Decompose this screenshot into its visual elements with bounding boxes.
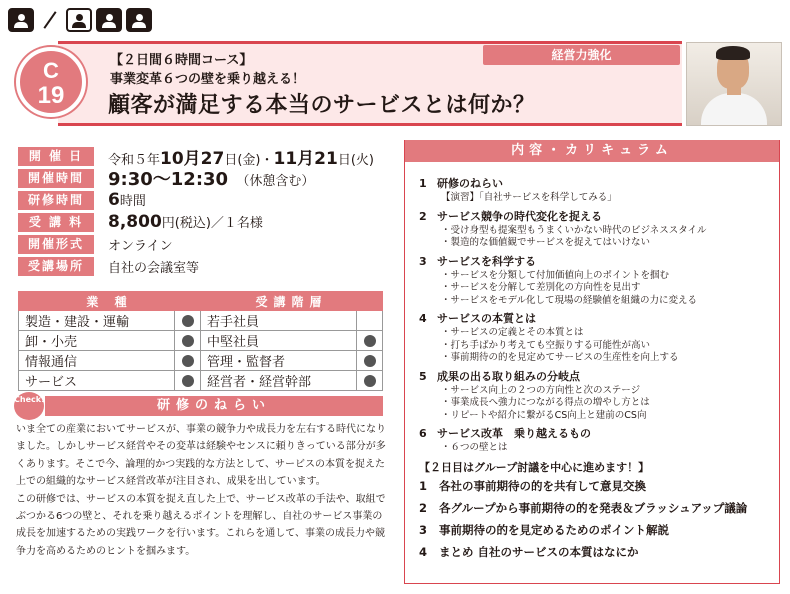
place-value: 自社の会議室等 — [108, 260, 200, 276]
section-title: 2 サービス競争の時代変化を捉える — [419, 209, 602, 223]
curriculum-section — [419, 426, 779, 455]
table-row — [19, 351, 383, 371]
section-item: ・サービスを分類して付加価値向上のポイントを掴む — [441, 269, 670, 281]
curriculum-section — [419, 209, 779, 250]
format-label: 開催形式 — [18, 235, 94, 254]
fee-label: 受 講 料 — [18, 213, 94, 232]
curriculum-section — [419, 254, 779, 308]
section-item: ・リピートや紹介に繋がるCS向上と建前のCS向 — [441, 409, 647, 421]
info-row-hours — [18, 189, 388, 211]
course-subtitle: 事業変革６つの壁を乗り越える！ — [110, 72, 306, 87]
level-name: 中堅社員 — [201, 331, 357, 351]
marker-dot-icon — [364, 335, 376, 347]
section-item: ・製造的な価値観でサービスを捉えてはいけない — [441, 237, 651, 248]
info-row-format — [18, 233, 388, 255]
check-icon: Check! — [14, 392, 44, 420]
format-value: オンライン — [108, 238, 173, 254]
aims-paragraph-1: いま全ての産業においてサービスが、事業の競争力や成長力を左右する時代になりました。しかしサービス経営やその変革は経験やセンスに頼りきっている部分が多くあります。そこで今、論理的かつ実践的な方法として、サービスの本質を捉えた上での組織的なサービス経営改革が注目され、成果を出しています。 — [16, 424, 386, 488]
lecture-icon — [8, 8, 34, 32]
training-icon — [66, 8, 92, 32]
industry-mark — [175, 331, 201, 351]
industry-mark — [175, 351, 201, 371]
instructor-photo — [686, 42, 782, 126]
marker-dot-icon — [182, 335, 194, 347]
day2-item: 3 事前期待の的を見定めるためのポイント解説 — [419, 522, 669, 537]
curriculum-section — [419, 369, 779, 423]
section-title: 5 成果の出る取り組みの分岐点 — [419, 369, 580, 383]
aims-paragraph-2: この研修では、サービスの本質を捉え直した上で、サービス改革の手法や、取組でぶつかる6つの壁と、それを乗り越えるポイントを理解し、自社のサービス事業の成長を加速するための実践ワークを行います。これらを通して、事業の成長力や競争力を高めるためのヒントを掴みます。 — [16, 493, 386, 557]
audience-icons — [8, 6, 152, 34]
info-row-place — [18, 255, 388, 277]
marker-dot-icon — [364, 355, 376, 367]
info-row-date — [18, 145, 388, 167]
section-item: 【演習】「自社サービスを科学してみる」 — [441, 192, 617, 203]
industry-mark — [175, 311, 201, 331]
table-row — [19, 371, 383, 391]
industry-mark — [175, 371, 201, 391]
section-item: ・サービスの定義とその本質とは — [441, 327, 584, 338]
category-tag: 経営力強化 — [483, 45, 680, 65]
section-item: ・サービス向上の２つの方向性と次のステージ — [441, 384, 641, 396]
group-icon — [126, 8, 152, 32]
page-title: 顧客が満足する本当のサービスとは何か？ — [108, 93, 536, 118]
section-item: ・受け身型も提案型もうまくいかない時代のビジネススタイル — [441, 224, 707, 236]
industry-name: 卸・小売 — [19, 331, 175, 351]
day2-item: 4 まとめ 自社のサービスの本質はなにか — [419, 544, 639, 559]
curriculum-section — [419, 176, 779, 205]
industry-level-table — [18, 291, 383, 391]
marker-dot-icon — [364, 375, 376, 387]
level-header: 受講階層 — [201, 292, 383, 311]
level-mark — [357, 331, 383, 351]
aims-title: 研修のねらい — [45, 396, 383, 416]
section-item: ・事業成長へ強力につながる得点の増やし方とは — [441, 397, 650, 408]
time-label: 開催時間 — [18, 169, 94, 188]
industry-header: 業 種 — [19, 292, 201, 311]
curriculum-section — [419, 311, 779, 365]
section-title: 1 研修のねらい — [419, 177, 503, 190]
course-code-letter: C — [43, 58, 59, 83]
table-row — [19, 311, 383, 331]
marker-dot-icon — [182, 315, 194, 327]
info-row-time — [18, 167, 388, 189]
marker-dot-icon — [182, 375, 194, 387]
date-label: 開 催 日 — [18, 147, 94, 166]
level-mark — [357, 371, 383, 391]
level-name: 若手社員 — [201, 311, 357, 331]
day2-item: 1 各社の事前期待の的を共有して意見交換 — [419, 478, 646, 493]
marker-dot-icon — [182, 355, 194, 367]
section-item: ・打ち手ばかり考えても空振りする可能性が高い — [441, 339, 651, 351]
curriculum-panel — [404, 140, 780, 584]
info-row-fee — [18, 211, 388, 233]
level-name: 経営者・経営幹部 — [201, 371, 357, 391]
level-mark — [357, 311, 383, 331]
date-value: 令和５年10月27日(金)・11月21日(火) — [108, 148, 374, 169]
curriculum-body — [405, 162, 779, 563]
section-title: 4 サービスの本質とは — [419, 312, 536, 325]
hours-value: 6時間 — [108, 190, 146, 210]
industry-name: 情報通信 — [19, 351, 175, 371]
section-item: ・サービスをモデル化して現場の経験値を組織の力に変える — [441, 294, 698, 306]
section-item: ・６つの壁とは — [441, 442, 508, 453]
section-item: ・事前期待の的を見定めてサービスの生産性を向上する — [441, 352, 679, 363]
industry-name: 製造・建設・運輸 — [19, 311, 175, 331]
section-item: ・サービスを分解して差別化の方向性を見出す — [441, 282, 641, 293]
divider-slash — [43, 11, 56, 29]
place-label: 受講場所 — [18, 257, 94, 276]
industry-name: サービス — [19, 371, 175, 391]
course-duration: 【２日間６時間コース】 — [110, 53, 253, 68]
time-value: 9:30～12:30 （休憩含む） — [108, 169, 315, 190]
level-mark — [357, 351, 383, 371]
day2-item: 2 各グループから事前期待の的を発表＆ブラッシュアップ議論 — [419, 500, 748, 515]
section-title: 6 サービス改革 乗り越えるもの — [419, 427, 591, 440]
curriculum-title: 内容・カリキュラム — [405, 140, 779, 162]
section-title: 3 サービスを科学する — [419, 254, 536, 268]
course-code-badge — [16, 47, 86, 117]
table-row — [19, 331, 383, 351]
aims-text — [16, 421, 386, 560]
day2-heading: 【２日目はグループ討議を中心に進めます！】 — [419, 460, 650, 474]
workshop-icon — [96, 8, 122, 32]
hours-label: 研修時間 — [18, 191, 94, 210]
course-code-number: 19 — [37, 82, 65, 109]
level-name: 管理・監督者 — [201, 351, 357, 371]
course-info — [18, 145, 388, 277]
fee-value: 8,800円(税込)／１名様 — [108, 212, 263, 232]
